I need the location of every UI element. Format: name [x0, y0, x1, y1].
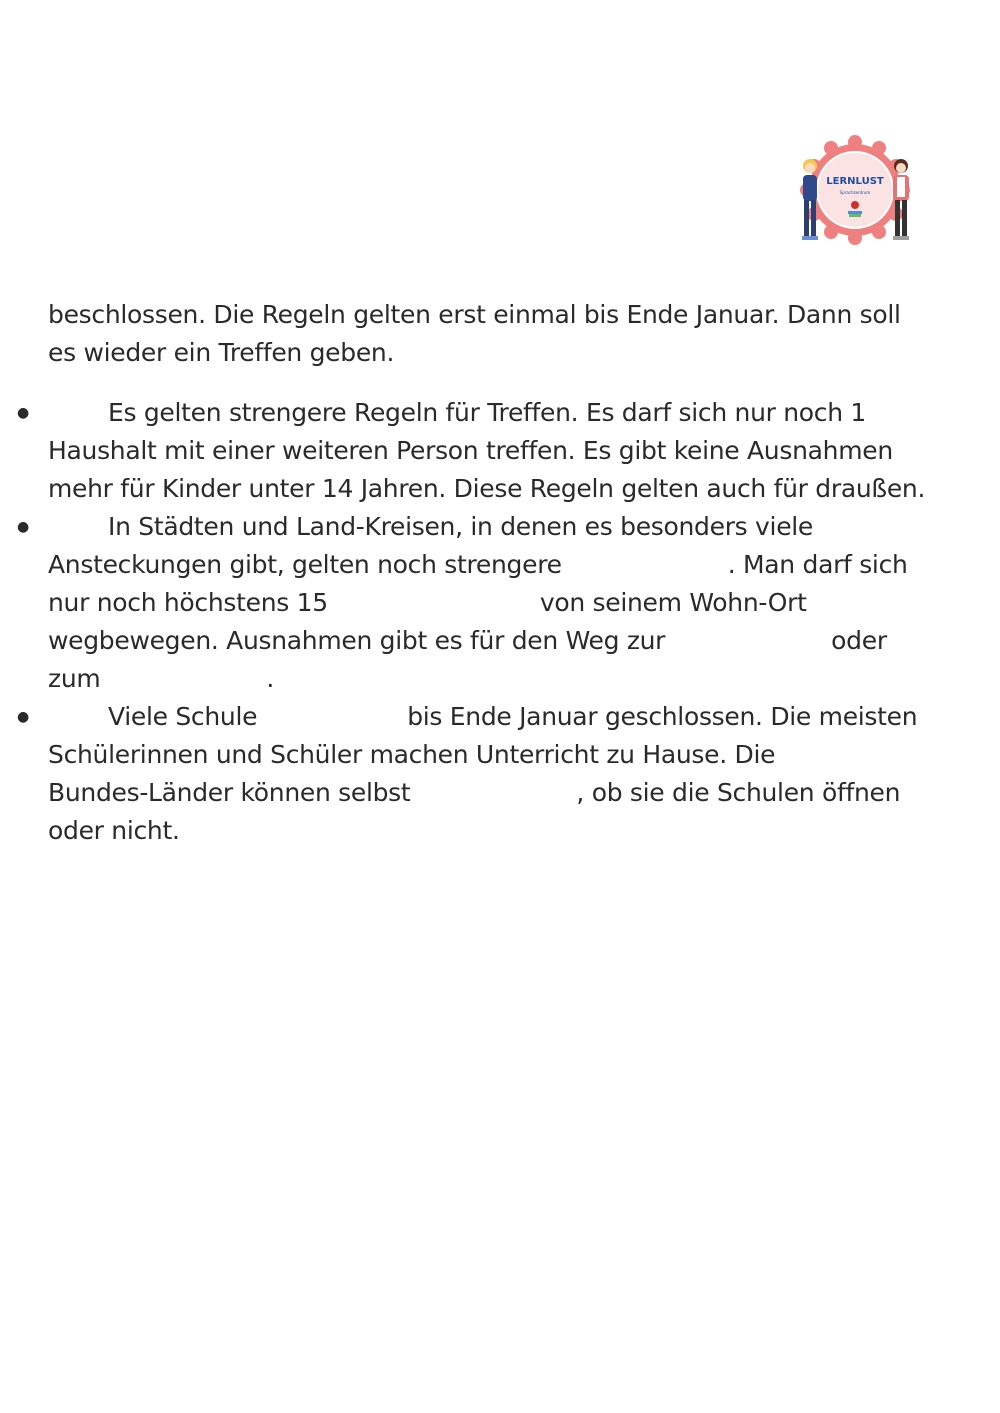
text-segment: , ob sie die Schulen öffnen — [576, 778, 901, 807]
intro-paragraph — [48, 296, 958, 372]
text-line: Schülerinnen und Schüler machen Unterricht zu Hause. Die — [48, 740, 776, 769]
gap-blank-3[interactable] — [665, 625, 831, 655]
text-segment: Ansteckungen gibt, gelten noch strengere — [48, 550, 562, 579]
text-segment: . Man darf sich — [727, 550, 908, 579]
text-segment: bis Ende Januar geschlossen. Die meisten — [407, 702, 918, 731]
text-segment: Viele Schule — [108, 702, 258, 731]
gap-blank-6[interactable] — [410, 777, 576, 807]
text-line: In Städten und Land-Kreisen, in denen es besonders viele — [108, 512, 814, 541]
text-segment: nur noch höchstens 15 — [48, 588, 328, 617]
text-segment: . — [266, 664, 275, 693]
bullet-list — [17, 394, 958, 850]
bullet-dot-icon: ● — [17, 709, 29, 725]
intro-line: es wieder ein Treffen geben. — [48, 338, 395, 367]
text-segment: zum — [48, 664, 101, 693]
bullet-item-2 — [17, 508, 958, 698]
text-segment: wegbewegen. Ausnahmen gibt es für den Weg zur — [48, 626, 666, 655]
intro-line: beschlossen. Die Regeln gelten erst einmal bis Ende Januar. Dann soll — [48, 300, 901, 329]
text-line: oder nicht. — [48, 816, 180, 845]
bullet-dot-icon: ● — [17, 405, 29, 421]
lernlust-logo-icon — [790, 132, 920, 252]
text-line: Haushalt mit einer weiteren Person treffen. Es gibt keine Ausnahmen — [48, 436, 893, 465]
bullet-dot-icon: ● — [17, 519, 29, 535]
text-segment: von seinem Wohn-Ort — [539, 588, 807, 617]
gap-blank-2[interactable] — [328, 587, 540, 617]
bullet-item-3 — [17, 698, 958, 850]
svg-text:Sprachzentrum: Sprachzentrum — [839, 190, 871, 195]
text-line: Es gelten strengere Regeln für Treffen. Es darf sich nur noch 1 — [108, 398, 867, 427]
text-line: mehr für Kinder unter 14 Jahren. Diese Regeln gelten auch für draußen. — [48, 474, 926, 503]
gap-blank-4[interactable] — [100, 663, 266, 693]
text-segment: Bundes-Länder können selbst — [48, 778, 411, 807]
gap-blank-5[interactable] — [257, 701, 407, 731]
bullet-item-1 — [17, 394, 958, 508]
text-segment: oder — [831, 626, 887, 655]
document-body — [17, 296, 958, 850]
gap-blank-1[interactable] — [562, 549, 728, 579]
svg-text:LERNLUST: LERNLUST — [826, 176, 884, 187]
